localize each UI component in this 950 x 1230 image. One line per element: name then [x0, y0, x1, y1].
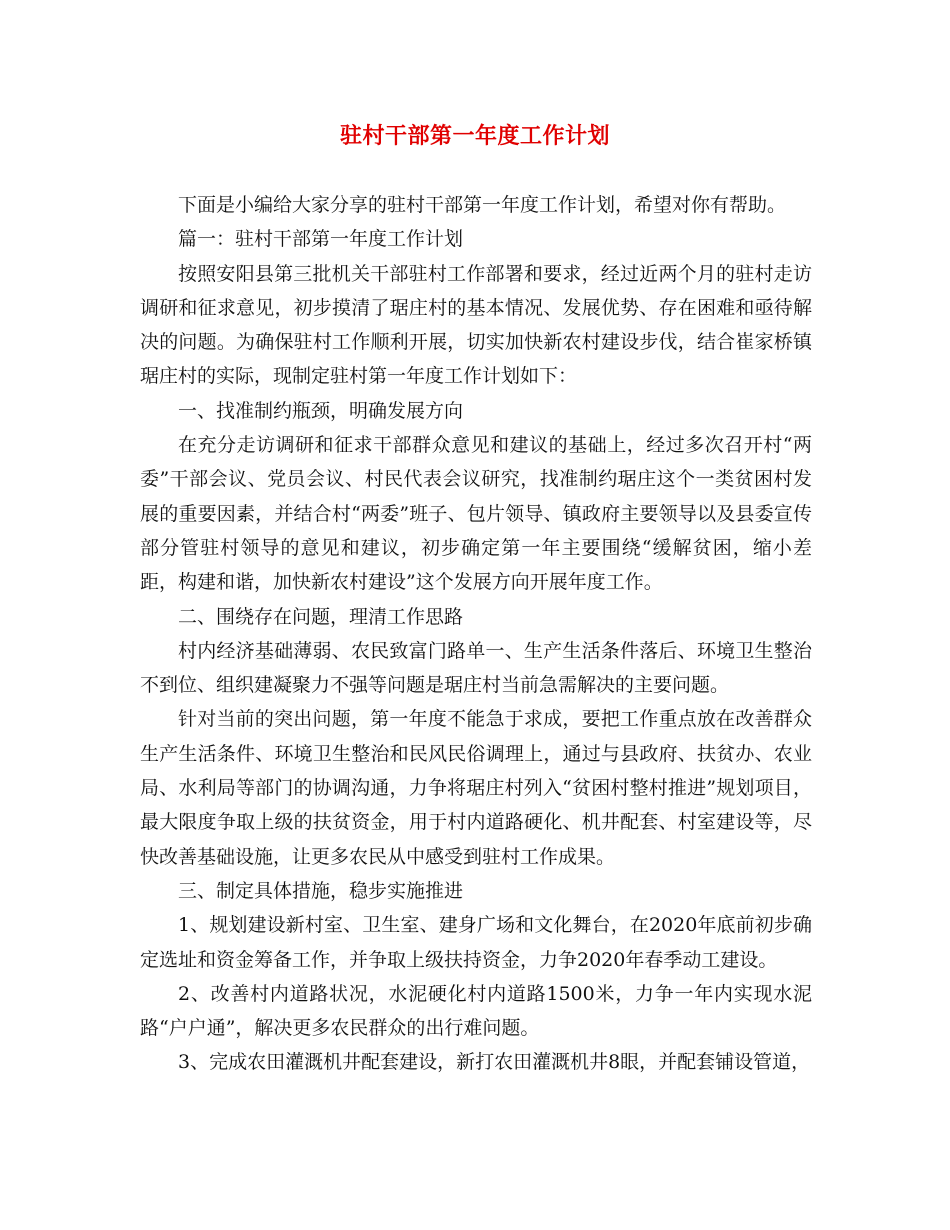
list-item: 2、改善村内道路状况，水泥硬化村内道路1500米，力争一年内实现水泥路“户户通”，解决更多农民群众的出行难问题。	[140, 982, 812, 1040]
section-heading: 一、找准制约瓶颈，明确发展方向	[178, 399, 464, 422]
paragraph-intro: 下面是小编给大家分享的驻村干部第一年度工作计划，希望对你有帮助。	[178, 194, 787, 216]
section-heading: 三、制定具体措施，稳步实施推进	[178, 879, 464, 902]
paragraph: 村内经济基础薄弱、农民致富门路单一、生产生活条件落后、环境卫生整治不到位、组织建凝聚力不强等问题是琚庄村当前急需解决的主要问题。	[140, 639, 812, 697]
paragraph: 在充分走访调研和征求干部群众意见和建议的基础上，经过多次召开村“两委”干部会议、党员会议、村民代表会议研究，找准制约琚庄这个一类贫困村发展的重要因素，并结合村“两委”班子、包片领导、镇政府主要领导以及县委宣传部分管驻村领导的意见和建议，初步确定第一年主要围绕“缓解贫困，缩小差距，构建和谐，加快新农村建设”这个发展方向开展年度工作。	[140, 434, 812, 594]
paragraph: 针对当前的突出问题，第一年度不能急于求成，要把工作重点放在改善群众生产生活条件、环境卫生整治和民风民俗调理上，通过与县政府、扶贫办、农业局、水利局等部门的协调沟通，力争将琚庄村列入“贫困村整村推进”规划项目，最大限度争取上级的扶贫资金，用于村内道路硬化、机井配套、村室建设等，尽快改善基础设施，让更多农民从中感受到驻村工作成果。	[140, 708, 812, 868]
list-item: 3、完成农田灌溉机井配套建设，新打农田灌溉机井8眼，并配套铺设管道，	[178, 1051, 811, 1074]
list-item: 1、规划建设新村室、卫生室、建身广场和文化舞台，在2020年底前初步确定选址和资金筹备工作，并争取上级扶持资金，力争2020年春季动工建设。	[140, 914, 812, 971]
paragraph: 按照安阳县第三批机关干部驻村工作部署和要求，经过近两个月的驻村走访调研和征求意见，初步摸清了琚庄村的基本情况、发展优势、存在困难和亟待解决的问题。为确保驻村工作顺利开展，切实加快新农村建设步伐，结合崔家桥镇琚庄村的实际，现制定驻村第一年度工作计划如下：	[140, 262, 812, 388]
document-body	[140, 188, 812, 1080]
paragraph-part-one-heading: 篇一：驻村干部第一年度工作计划	[178, 228, 464, 251]
document-title: 驻村干部第一年度工作计划	[339, 123, 610, 149]
section-heading: 二、围绕存在问题，理清工作思路	[178, 605, 464, 628]
